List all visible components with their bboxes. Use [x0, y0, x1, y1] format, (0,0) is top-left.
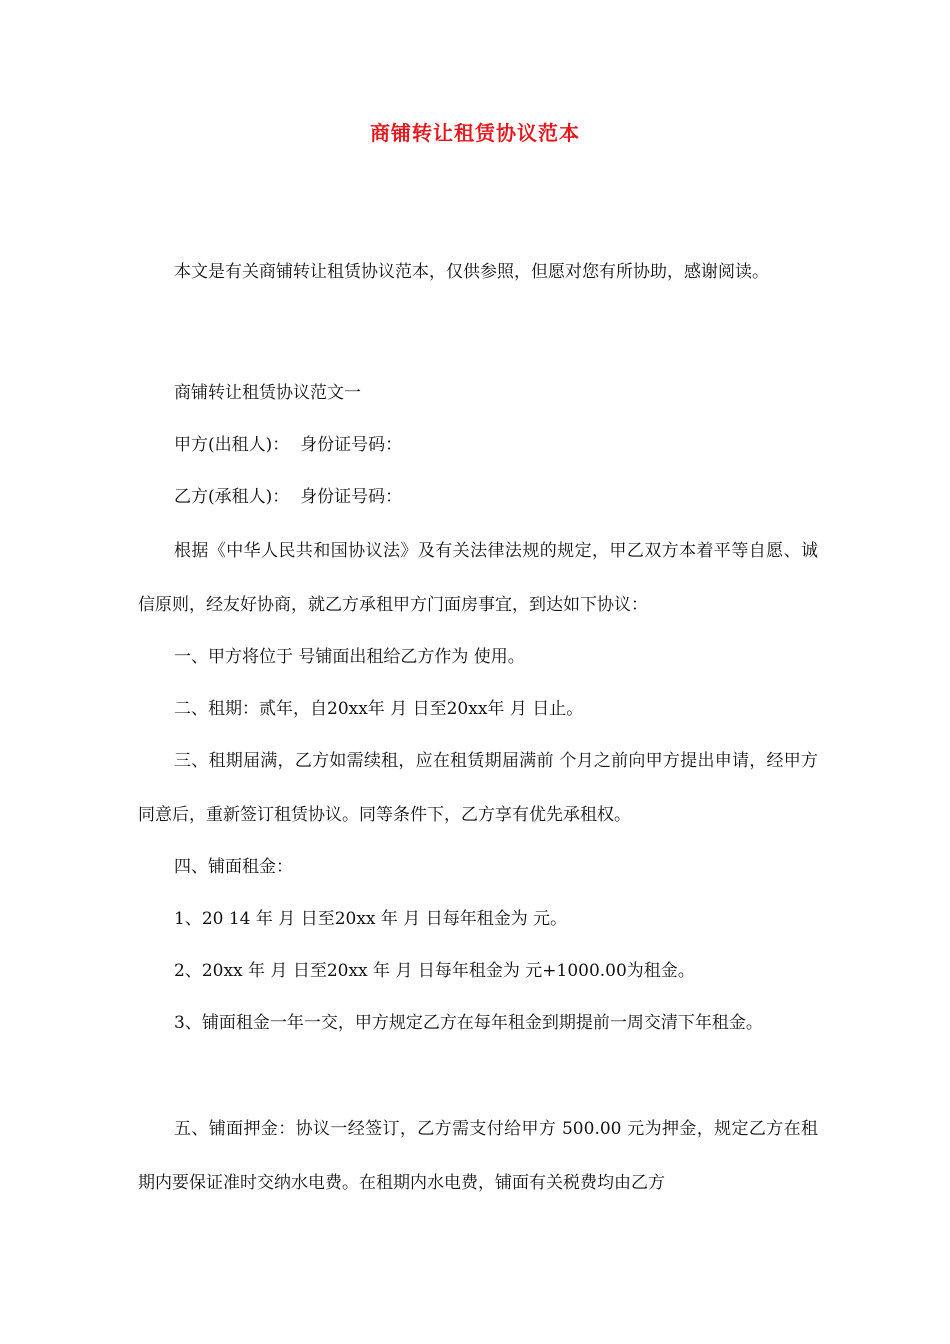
rent-item-1: 1、20 14 年 月 日至20xx 年 月 日每年租金为 元。 — [174, 909, 568, 929]
clause-5: 五、铺面押金：协议一经签订，乙方需支付给甲方 500.00 元为押金，规定乙方在租期内要保证准时交纳水电费。在租期内水电费，铺面有关税费均由乙方 — [138, 1119, 818, 1193]
party-b-line: 乙方(承租人)： 身份证号码： — [174, 487, 403, 507]
clause-2: 二、租期：贰年，自20xx年 月 日至20xx年 月 日止。 — [174, 699, 584, 719]
clause-3: 三、租期届满，乙方如需续租，应在租赁期届满前 个月之前向甲方提出申请，经甲方同意后，重新签订租赁协议。同等条件下，乙方享有优先承租权。 — [138, 751, 818, 825]
clause-1: 一、甲方将位于 号铺面出租给乙方作为 使用。 — [174, 647, 525, 667]
section-heading: 商铺转让租赁协议范文一 — [174, 383, 361, 403]
rent-item-2: 2、20xx 年 月 日至20xx 年 月 日每年租金为 元+1000.00为租金。 — [174, 961, 695, 981]
basis-paragraph: 根据《中华人民共和国协议法》及有关法律法规的规定，甲乙双方本着平等自愿、诚信原则，经友好协商，就乙方承租甲方门面房事宜，到达如下协议： — [138, 541, 818, 615]
clause-4-heading: 四、铺面租金： — [174, 857, 293, 877]
party-a-line: 甲方(出租人)： 身份证号码： — [174, 435, 403, 455]
rent-item-3: 3、铺面租金一年一交，甲方规定乙方在每年租金到期提前一周交清下年租金。 — [174, 1013, 763, 1033]
intro-paragraph: 本文是有关商铺转让租赁协议范本，仅供参照，但愿对您有所协助，感谢阅读。 — [174, 262, 769, 282]
document-title: 商铺转让租赁协议范本 — [370, 121, 580, 145]
